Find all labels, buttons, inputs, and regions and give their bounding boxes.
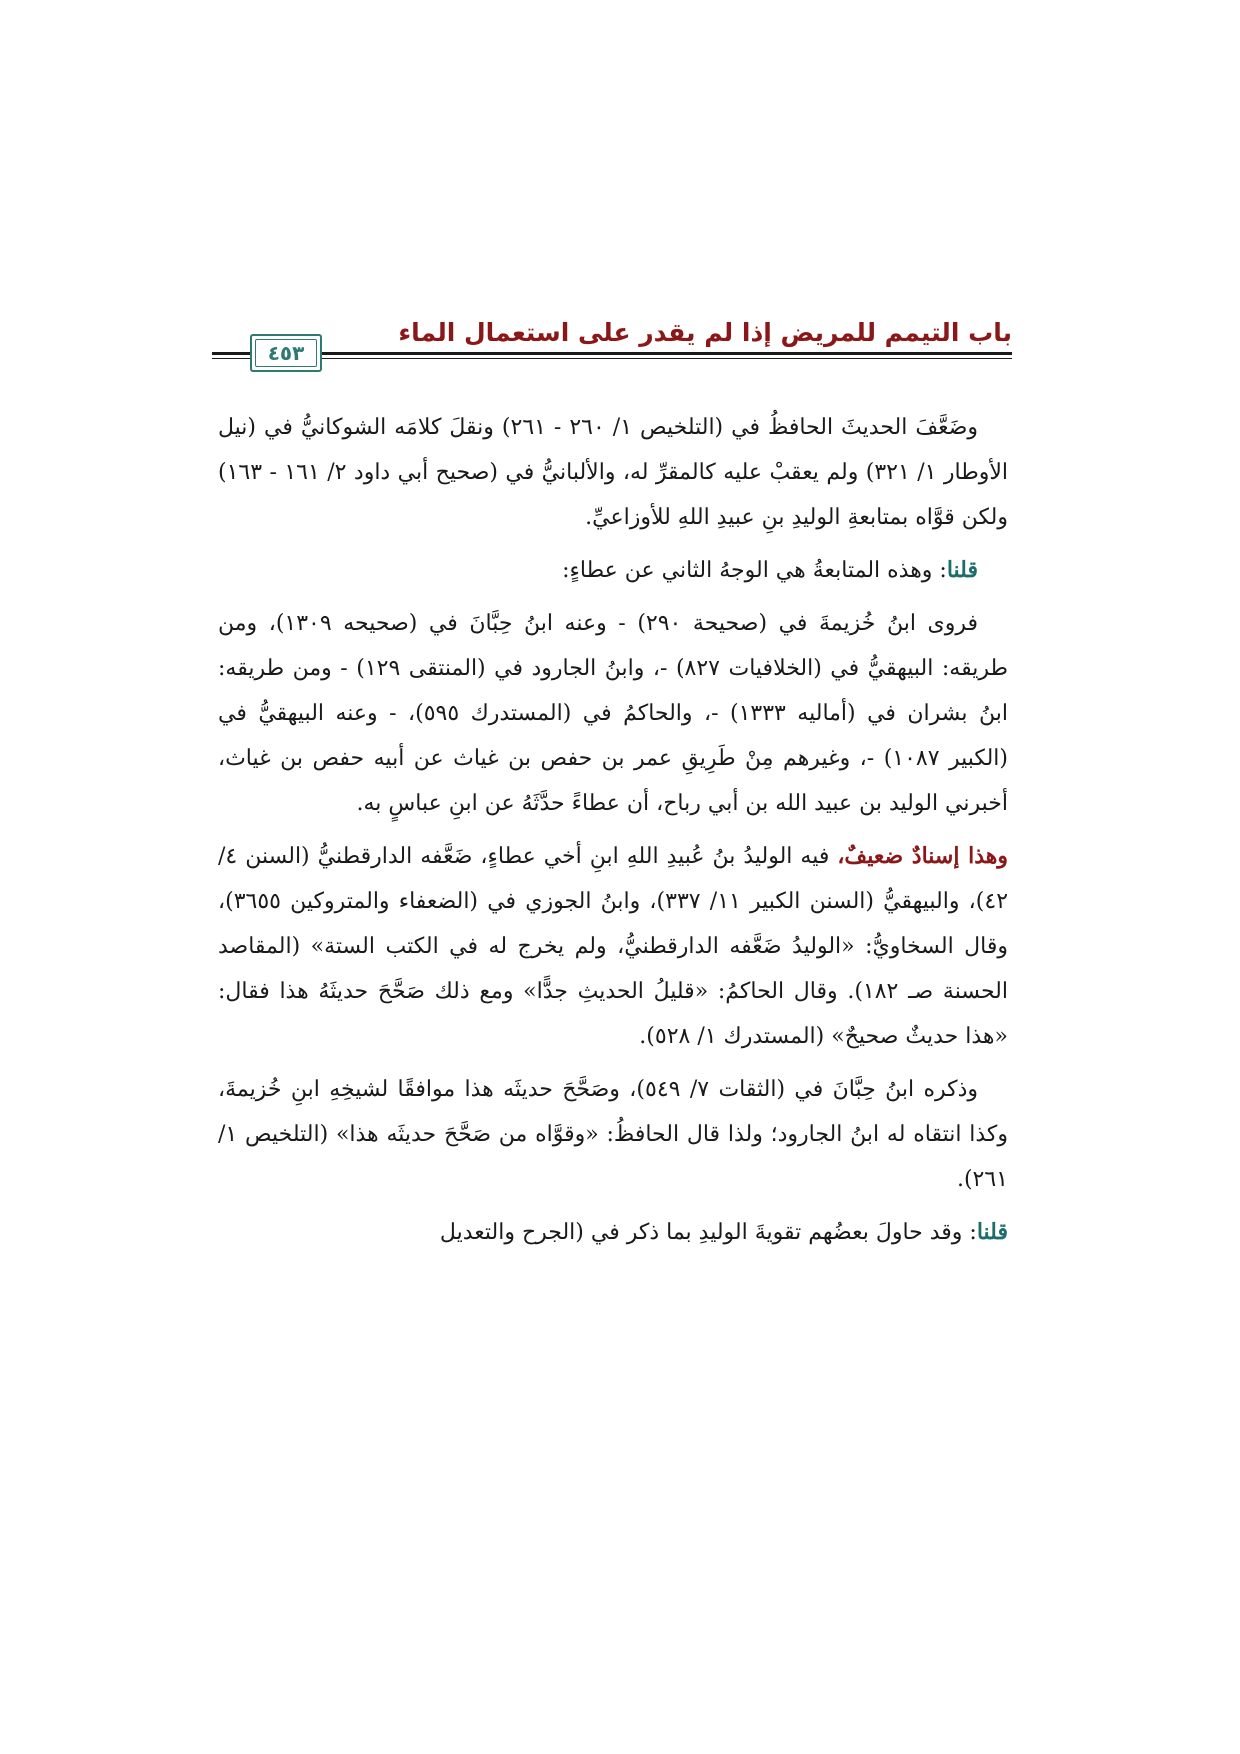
header-rule-thick (212, 352, 1012, 355)
chapter-title: باب التيمم للمريض إذا لم يقدر على استعمال الماء (398, 318, 1012, 347)
qulna-label: قلنا (976, 1219, 1008, 1245)
paragraph-5: وذكره ابنُ حِبَّانَ في (الثقات ٧/ ٥٤٩)، وصَحَّحَ حديثَه هذا موافقًا لشيخِهِ ابنِ خُزيمةَ، وكذا انتقاه له ابنُ الجارود؛ ولذا قال الحافظُ: «وقوَّاه من صَحَّحَ حديثَه هذا» (التلخيص ١/ ٢٦١). (218, 1077, 1008, 1192)
page-header (212, 318, 1012, 365)
paragraph-4 (218, 834, 1008, 1059)
page-body (218, 405, 1008, 1263)
page-number-frame (250, 334, 322, 372)
qulna-label: قلنا (946, 557, 978, 583)
paragraph-6-text: : وقد حاولَ بعضُهم تقويةَ الوليدِ بما ذكر في (الجرح والتعديل (439, 1220, 977, 1245)
paragraph-2 (218, 548, 1008, 593)
paragraph-4-text: فيه الوليدُ بنُ عُبيدِ اللهِ ابنِ أخي عطاءٍ، ضَعَّفه الدارقطنيُّ (السنن ٤/ ٤٢)، والبيهقيُّ (السنن الكبير ١١/ ٣٣٧)، وابنُ الجوزي في (الضعفاء والمتروكين ٣٦٥٥)، وقال السخاويُّ: «الوليدُ ضَعَّفه الدارقطنيُّ، ولم يخرج له في الكتب الستة» (المقاصد الحسنة صـ ١٨٢). وقال الحاكمُ: «قليلُ الحديثِ جدًّا» ومع ذلك صَحَّحَ حديثَهُ هذا فقال: «هذا حديثٌ صحيحٌ» (المستدرك ١/ ٥٢٨). (218, 844, 1009, 1049)
paragraph-2-text: : وهذه المتابعةُ هي الوجهُ الثاني عن عطاءٍ: (562, 558, 947, 583)
paragraph-3: فروى ابنُ خُزيمةَ في (صحيحة ٢٩٠) - وعنه ابنُ حِبَّانَ في (صحيحه ١٣٠٩)، ومن طريقه: البيهقيُّ في (الخلافيات ٨٢٧) -، وابنُ الجارود في (المنتقى ١٢٩) - ومن طريقه: ابنُ بشران في (أماليه ١٣٣٣) -، والحاكمُ في (المستدرك ٥٩٥)، - وعنه البيهقيُّ في (الكبير ١٠٨٧) -، وغيرهم مِنْ طَرِيقِ عمر بن حفص بن غياث عن أبيه حفص بن غياث، أخبرني الوليد بن عبيد الله بن أبي رباح، أن عطاءً حدَّثَهُ عن ابنِ عباسٍ به. (218, 611, 1008, 816)
paragraph-1: وضَعَّفَ الحديثَ الحافظُ في (التلخيص ١/ ٢٦٠ - ٢٦١) ونقلَ كلامَه الشوكانيُّ في (نيل الأوطار ١/ ٣٢١) ولم يعقبْ عليه كالمقرِّ له، والألبانيُّ في (صحيح أبي داود ٢/ ١٦١ - ١٦٣) ولكن قوَّاه بمتابعةِ الوليدِ بنِ عبيدِ اللهِ للأوزاعيِّ. (218, 415, 1009, 530)
weak-chain-label: وهذا إسنادٌ ضعيفٌ، (837, 843, 1008, 869)
page-number: ٤٥٣ (267, 341, 305, 365)
header-rule-thin (212, 358, 1012, 359)
paragraph-6 (218, 1210, 1008, 1255)
